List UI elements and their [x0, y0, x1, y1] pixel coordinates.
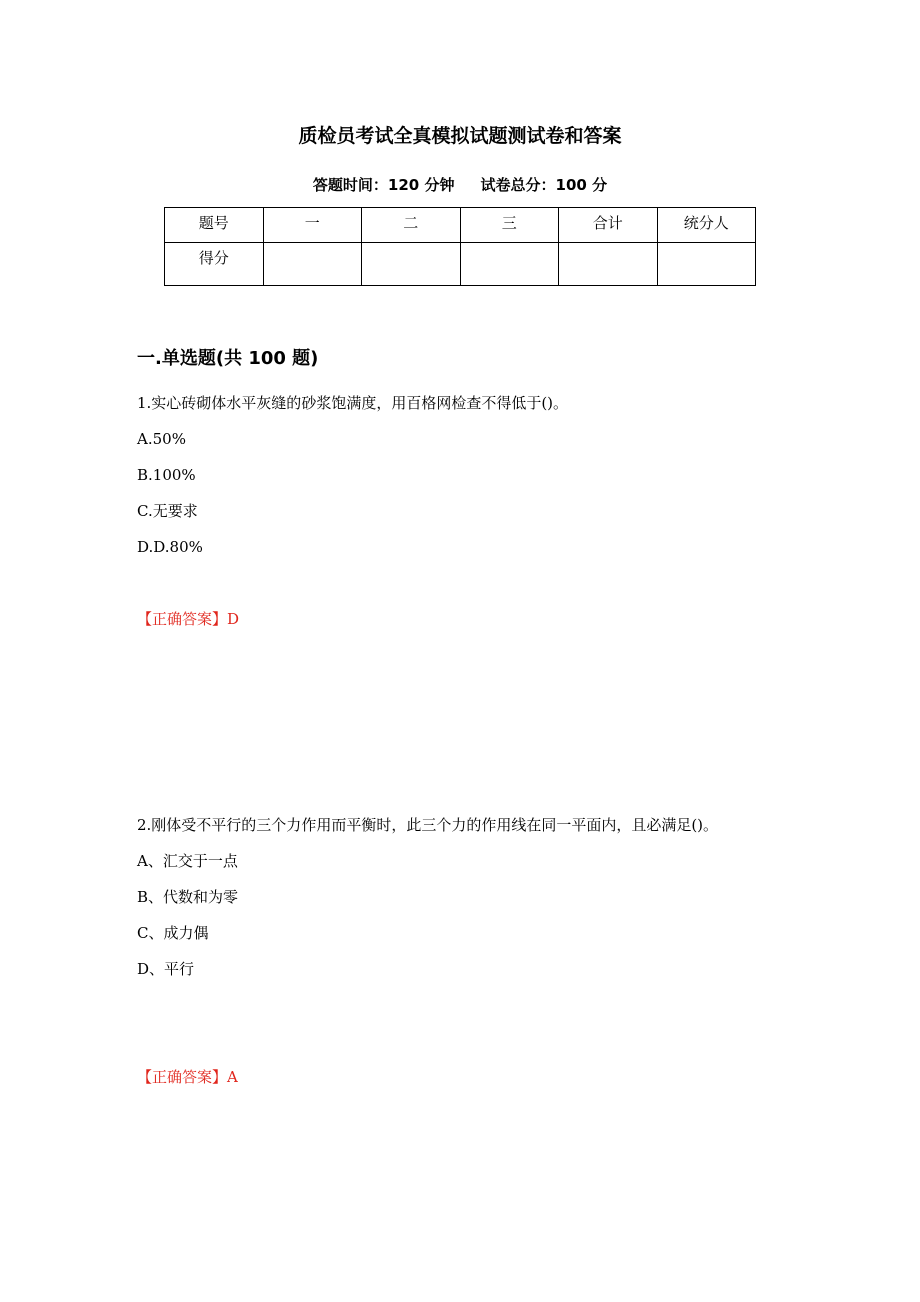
option-c: C、成力偶 [137, 924, 209, 942]
score-cell [362, 243, 461, 286]
exam-info: 答题时间：120 分钟 试卷总分：100 分 [312, 176, 608, 194]
answer-1 [137, 605, 239, 633]
table-header-cell: 二 [362, 208, 461, 243]
option-d: D.D.80% [137, 538, 203, 556]
score-cell [460, 243, 559, 286]
option-b: B.100% [137, 466, 196, 484]
answer-label: 【正确答案】 [137, 1068, 228, 1086]
question-2 [137, 807, 787, 987]
table-header-cell: 一 [263, 208, 362, 243]
question-stem: 2.刚体受不平行的三个力作用而平衡时，此三个力的作用线在同一平面内，且必满足()。 [137, 816, 719, 834]
score-cell [657, 243, 756, 286]
score-table-score-row [165, 243, 756, 286]
table-header-cell: 三 [460, 208, 559, 243]
table-header-cell: 题号 [165, 208, 264, 243]
question-stem: 1.实心砖砌体水平灰缝的砂浆饱满度，用百格网检查不得低于()。 [137, 394, 569, 412]
score-table-header-row [165, 208, 756, 243]
option-d: D、平行 [137, 960, 195, 978]
table-header-cell: 统分人 [657, 208, 756, 243]
option-c: C.无要求 [137, 502, 198, 520]
option-a: A.50% [137, 430, 186, 448]
answer-value: D [227, 610, 240, 628]
question-1 [137, 385, 787, 565]
score-cell [559, 243, 658, 286]
row-label-cell: 得分 [165, 243, 264, 286]
score-cell [263, 243, 362, 286]
answer-2 [137, 1063, 238, 1091]
option-a: A、汇交于一点 [137, 852, 238, 870]
document-title: 质检员考试全真模拟试题测试卷和答案 [298, 125, 622, 147]
score-table [164, 207, 756, 286]
answer-label: 【正确答案】 [137, 610, 228, 628]
section-title: 一.单选题(共 100 题) [137, 348, 319, 369]
option-b: B、代数和为零 [137, 888, 239, 906]
answer-value: A [227, 1068, 238, 1086]
table-header-cell: 合计 [559, 208, 658, 243]
